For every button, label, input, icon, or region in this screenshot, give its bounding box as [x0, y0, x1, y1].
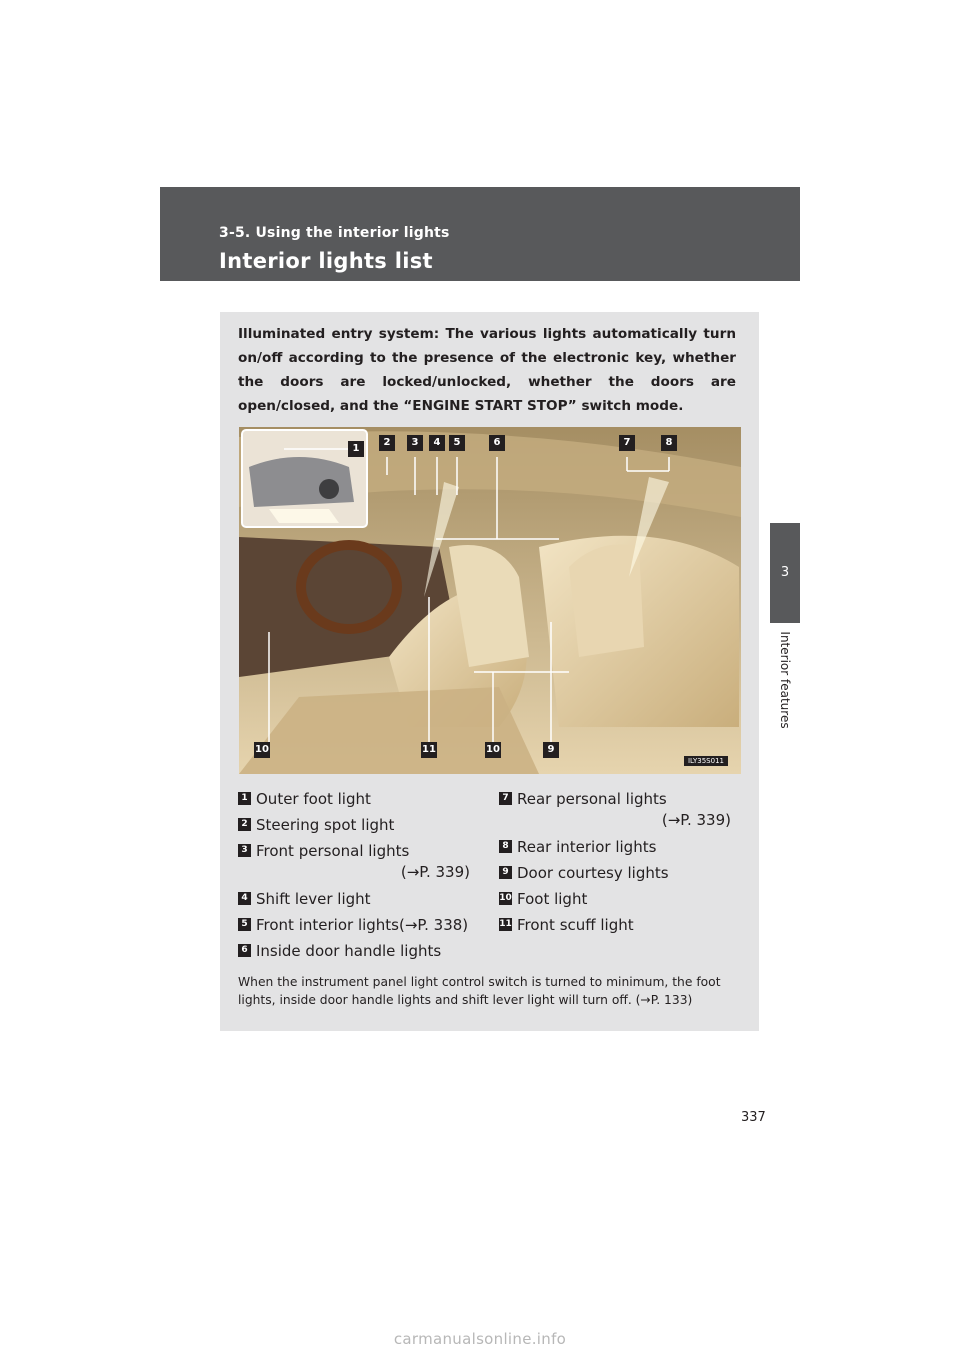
callout-5: 5: [449, 435, 465, 451]
intro-text: Illuminated entry system: The various lights automatically turn on/off according to the presence of the electronic key, whether the doors are locked/unlocked, whether the doors are open/closed, and the “ENGINE START STOP” switch mode.: [238, 326, 736, 414]
legend-column-left: [238, 786, 478, 964]
callout-2: 2: [379, 435, 395, 451]
page-ref: (→P. 339): [661, 811, 731, 829]
footnote: When the instrument panel light control switch is turned to minimum, the foot lights, inside door handle lights and shift lever light will turn off. (→P. 133): [238, 975, 721, 1007]
figure-code: ILY35S011: [684, 756, 728, 766]
page-number: 337: [741, 1110, 766, 1125]
legend-item: 9 Door courtesy lights: [499, 860, 739, 886]
page-ref: (→P. 339): [400, 863, 470, 881]
legend-column-right: [499, 786, 739, 938]
section-label: 3-5. Using the interior lights: [219, 225, 450, 241]
interior-illustration: [239, 427, 741, 774]
callout-11: 11: [421, 742, 437, 758]
legend-item: 10 Foot light: [499, 890, 588, 908]
legend-item: 3 Front personal lights (→P. 339): [238, 838, 478, 886]
car-interior-drawing: [239, 427, 741, 774]
page-title: Interior lights list: [219, 249, 433, 273]
callout-10-right: 10: [485, 742, 501, 758]
callout-6: 6: [489, 435, 505, 451]
callout-9: 9: [543, 742, 559, 758]
legend-item: 5 Front interior lights(→P. 338): [238, 912, 478, 938]
legend-item: 7 Rear personal lights (→P. 339): [499, 786, 739, 834]
content-panel: [220, 312, 759, 1031]
legend-item: 11 Front scuff light: [499, 916, 634, 934]
chapter-tab-label: Interior features: [778, 631, 792, 729]
legend-item: 8 Rear interior lights: [499, 834, 739, 860]
callout-7: 7: [619, 435, 635, 451]
callout-4: 4: [429, 435, 445, 451]
legend-item: 4 Shift lever light: [238, 886, 478, 912]
callout-8: 8: [661, 435, 677, 451]
legend-item: 6 Inside door handle lights: [238, 938, 478, 964]
callout-3: 3: [407, 435, 423, 451]
legend-item: 2 Steering spot light: [238, 812, 478, 838]
chapter-tab: 3: [770, 523, 800, 623]
watermark: carmanualsonline.info: [393, 1330, 567, 1348]
callout-1: 1: [348, 441, 364, 457]
callout-10-left: 10: [254, 742, 270, 758]
legend-item: 1 Outer foot light: [238, 786, 478, 812]
page-header: [160, 187, 800, 281]
